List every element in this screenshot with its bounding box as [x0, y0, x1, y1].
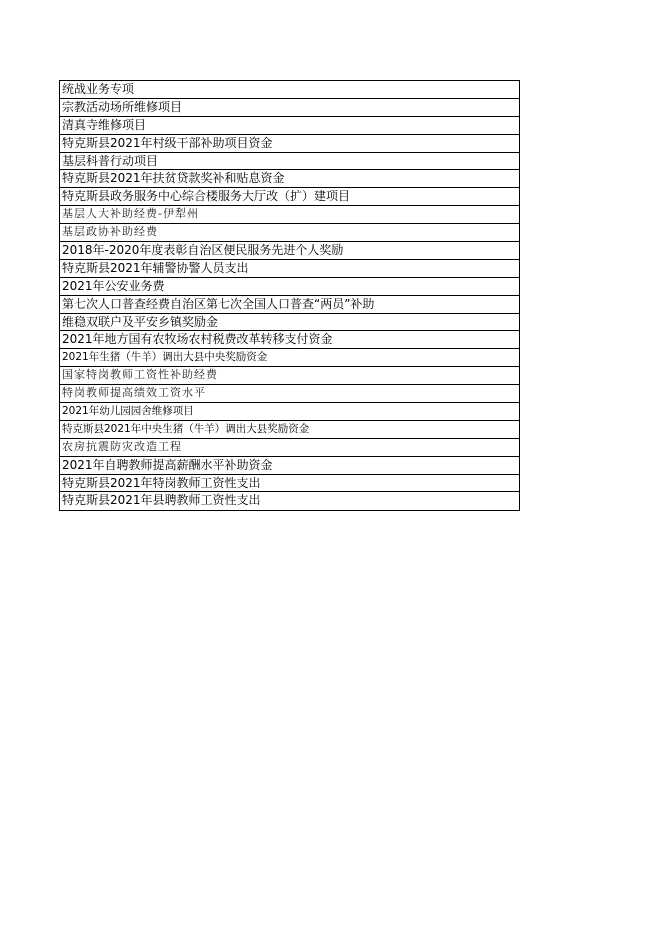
table-row: 统战业务专项 — [60, 81, 519, 99]
table-row: 基层政协补助经费 — [60, 224, 519, 242]
project-list-table — [59, 80, 520, 511]
table-row: 国家特岗教师工资性补助经费 — [60, 367, 519, 385]
table-row: 基层人大补助经费-伊犁州 — [60, 206, 519, 224]
table-row: 2021年幼儿园园舍维修项目 — [60, 403, 519, 421]
table-row: 特克斯县2021年县聘教师工资性支出 — [62, 493, 261, 508]
table-row: 农房抗震防灾改造工程 — [60, 439, 519, 457]
table-row: 2021年生猪（牛羊）调出大县中央奖励资金 — [60, 349, 519, 367]
table-row: 特克斯县政务服务中心综合楼服务大厅改（扩）建项目 — [60, 188, 519, 206]
table-row: 特克斯县2021年村级干部补助项目资金 — [60, 135, 519, 153]
table-row: 2021年地方国有农牧场农村税费改革转移支付资金 — [60, 331, 519, 349]
table-row: 基层科普行动项目 — [60, 153, 519, 171]
table-row: 2018年-2020年度表彰自治区便民服务先进个人奖励 — [60, 242, 519, 260]
table-row: 2021年自聘教师提高薪酬水平补助资金 — [60, 457, 519, 475]
table-row: 维稳双联户及平安乡镇奖励金 — [60, 314, 519, 332]
table-row: 2021年公安业务费 — [60, 278, 519, 296]
table-row: 特克斯县2021年特岗教师工资性支出 — [60, 475, 519, 493]
table-row: 清真寺维修项目 — [60, 117, 519, 135]
table-row: 宗教活动场所维修项目 — [60, 99, 519, 117]
table-row: 第七次人口普查经费自治区第七次全国人口普查“两员”补助 — [60, 296, 519, 314]
table-row: 特克斯县2021年扶贫贷款奖补和贴息资金 — [60, 170, 519, 188]
table-row: 特岗教师提高绩效工资水平 — [60, 385, 519, 403]
table-row: 特克斯县2021年辅警协警人员支出 — [60, 260, 519, 278]
table-row: 特克斯县2021年中央生猪（牛羊）调出大县奖励资金 — [60, 421, 519, 439]
